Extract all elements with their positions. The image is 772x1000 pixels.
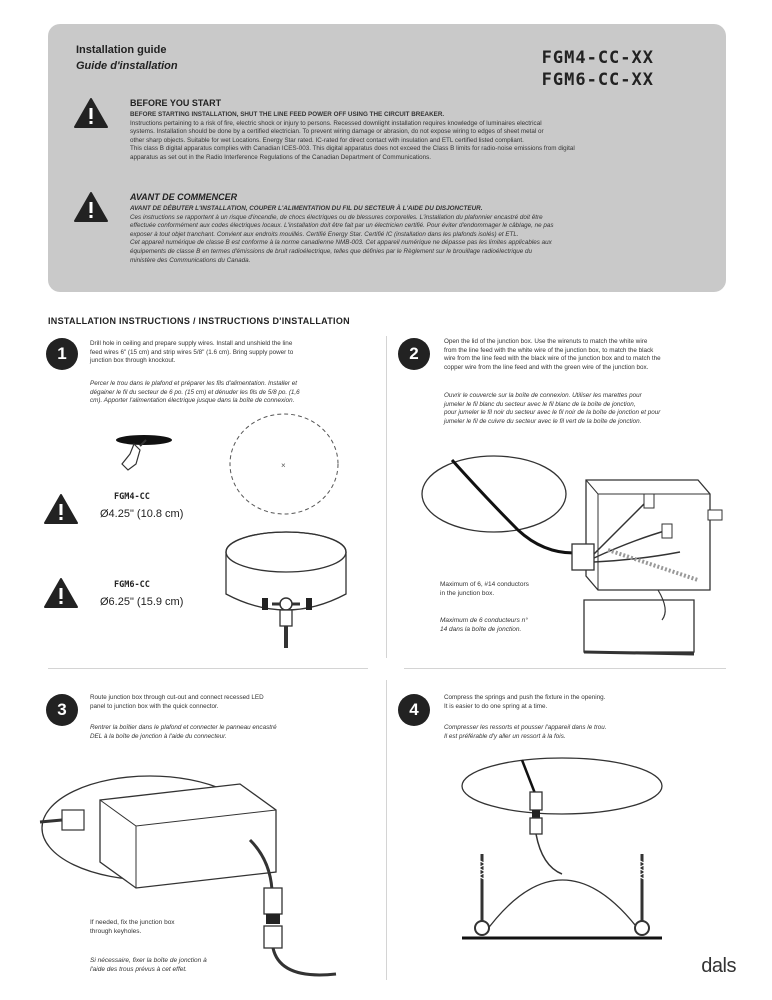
step-1-badge: 1 (46, 338, 78, 370)
warning-icon (44, 578, 78, 608)
before-title: BEFORE YOU START (130, 98, 222, 108)
title-fr: Guide d'installation (76, 60, 178, 72)
step-2-text-fr: Ouvrir le couvercle sur la boîte de connexion. Utiliser les marettes pour jumeler le fil blanc du secteur avec le fil blanc de la boîte de jonction, pour jumeler le fil noir du secteur avec le fil noir de la boîte de jonction et pour jumeler le fil de cuivre du secteur avec le fil vert de la boîte de jonction. (444, 392, 661, 425)
size-dim-fgm4: Ø4.25" (10.8 cm) (100, 508, 184, 520)
cutout-template-circle (228, 412, 340, 520)
step-2-note-fr: Maximum de 6 conducteurs n° 14 dans la boîte de jonction. (440, 617, 528, 633)
divider-vertical (386, 680, 387, 980)
step-3-note-fr: Si nécessaire, fixer la boîte de jonction à l'aide des trous prévus à cet effet. (90, 957, 207, 973)
downlight-fixture-illustration (224, 530, 350, 650)
size-model-fgm6: FGM6-CC (114, 580, 150, 590)
step-1-text-en: Drill hole in ceiling and prepare supply wires. Install and unshield the line feed wires 6" (15 cm) and strip wires 5/8" (1.6 cm). Bring supply power to junction box through knockout. (90, 340, 294, 365)
spring-install-illustration (452, 756, 672, 966)
divider-vertical (386, 336, 387, 658)
warning-icon (44, 494, 78, 524)
step-1-text-fr: Percer le trou dans le plafond et préparer les fils d'alimentation. Installer et dégainer le fil du secteur de 6 po. (15 cm) et dénuder les fils de 5/8 po. (1,6 cm). Apporter l'alimentation électrique jusque dans la boîte de connexion. (90, 380, 300, 405)
step-4-badge: 4 (398, 694, 430, 726)
step-2-text-en: Open the lid of the junction box. Use the wirenuts to match the white wire from the line feed with the white wire of the junction box, to match the black wire from the line feed with the black wire of the junction box and to match the copper wire from the line feed and with the green wire of the junction box. (444, 338, 661, 371)
size-dim-fgm6: Ø6.25" (15.9 cm) (100, 596, 184, 608)
instructions-heading: INSTALLATION INSTRUCTIONS / INSTRUCTIONS D'INSTALLATION (48, 316, 350, 326)
step-3-note-en: If needed, fix the junction box through keyholes. (90, 919, 175, 935)
svg-text:×: × (281, 461, 286, 470)
step-3-text-en: Route junction box through cut-out and connect recessed LED panel to junction box with the quick connector. (90, 694, 264, 710)
step-4-text-fr: Compresser les ressorts et pousser l'appareil dans le trou. Il est préférable d'y aller un ressort à la fois. (444, 724, 607, 740)
step-3-text-fr: Rentrer la boîtier dans le plafond et connecter le panneau encastré DEL à la boîte de jonction à l'aide du connecteur. (90, 724, 277, 740)
step-4-text-en: Compress the springs and push the fixture in the opening. It is easier to do one spring at a time. (444, 694, 606, 710)
size-model-fgm4: FGM4-CC (114, 492, 150, 502)
avant-text: AVANT DE DÉBUTER L'INSTALLATION, COUPER L'ALIMENTATION DU FIL DU SECTEUR À L'AIDE DU DISJONCTEUR. Ces instructions se rapportent à un risque d'incendie, de chocs électriques ou de blessures corporelles. L'installation du plafonnier encastré doit être effectuée conformément aux codes électriques locaux. L'installation doit être fait par un électricien certifié. Pour éviter d'endommager le câblage, ne pas exposer à tout objet tranchant. Convient aux endroits mouillés. Certifié Energy Star. Certifié IC (installation dans les plafonds isolés) et ETL. Cet appareil numérique de classe B est conforme à la norme canadienne NMB-003. Cet appareil numérique ne dépasse pas les limites applicables aux équipements de classe B en termes d'émissions de bruit radioélectrique, telles que définies par le Règlement sur le brouillage radioélectrique du ministère des Communications du Canada. (130, 205, 554, 264)
model-fgm6: FGM6-CC-XX (541, 70, 654, 90)
avant-title: AVANT DE COMMENCER (130, 192, 238, 202)
step-3-badge: 3 (46, 694, 78, 726)
step-2-note-en: Maximum of 6, #14 conductors in the junction box. (440, 581, 529, 597)
brand-logo: dals (701, 955, 736, 977)
step-2-badge: 2 (398, 338, 430, 370)
title-en: Installation guide (76, 44, 167, 56)
divider-horizontal (48, 668, 368, 669)
drill-illustration (110, 430, 190, 480)
warning-icon (74, 192, 108, 222)
before-text: BEFORE STARTING INSTALLATION, SHUT THE LINE FEED POWER OFF USING THE CIRCUIT BREAKER. Instructions pertaining to a risk of fire, electric shock or injury to persons. Recessed downlight installation requires knowledge of luminaires electrical systems. Installation should be done by a certified electrician. To prevent wiring damage or abrasion, do not expose wiring to edges of sheet metal or other sharp objects. Suitable for wet Locations. Energy Star rated. IC-rated for direct contact with insulation and ETL certified listed compliant. This class B digital apparatus complies with Canadian ICES-003. This digital apparatus does not exceed the Class B limits for radio-noise emissions from digital apparatus as set out in the Radio Interference Regulations of the Canadian Department of Communications. (130, 111, 575, 161)
model-fgm4: FGM4-CC-XX (541, 48, 654, 68)
warning-icon (74, 98, 108, 128)
divider-horizontal (404, 668, 726, 669)
